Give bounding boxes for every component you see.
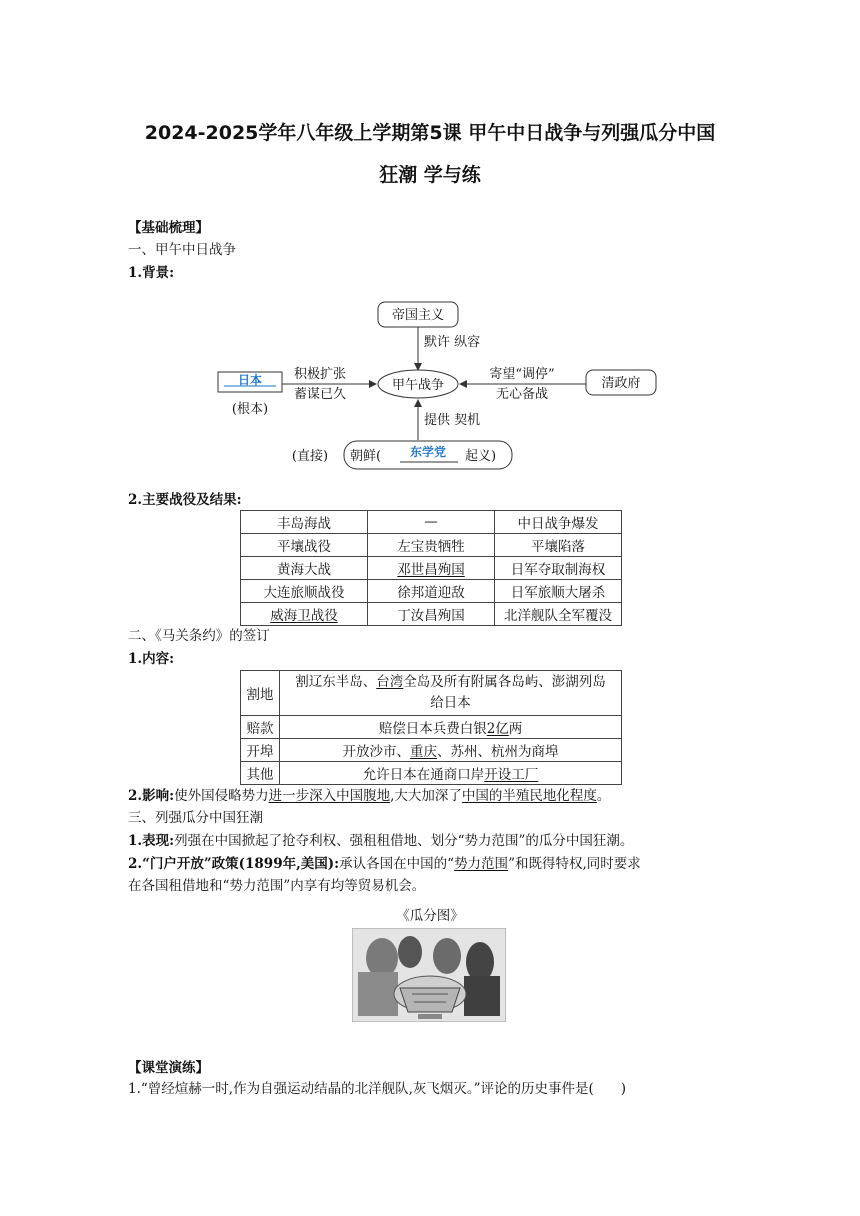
- battle-figure: —: [368, 511, 495, 534]
- treaty-port-label: 开埠: [241, 739, 280, 762]
- table-row: [241, 557, 622, 580]
- korea-note: (直接): [291, 449, 329, 464]
- japan-note: (根本): [231, 402, 269, 417]
- treaty-cut-label: 割地: [241, 671, 280, 716]
- battles-label: 2.主要战役及结果:: [128, 492, 242, 508]
- battle-figure: 左宝贵牺牲: [368, 534, 495, 557]
- battles-table: [240, 510, 622, 626]
- section-basic-heading: 【基础梳理】: [128, 220, 209, 236]
- open-door-policy-line2: 在各国租借地和“势力范围”内享有均等贸易机会。: [128, 878, 426, 894]
- battle-figure: 邓世昌殉国: [397, 562, 465, 578]
- battle-result: 北洋舰队全军覆没: [495, 603, 622, 626]
- table-row: [241, 534, 622, 557]
- imperialism-label: 帝国主义: [391, 308, 445, 323]
- table-row: [241, 671, 622, 716]
- treaty-port-cell: 开放沙市、重庆、苏州、杭州为商埠: [280, 739, 622, 762]
- korea-suffix: 起义): [465, 449, 497, 464]
- battle-name: 平壤战役: [241, 534, 368, 557]
- doc-title-line1: 2024-2025学年八年级上学期第5课 甲午中日战争与列强瓜分中国: [144, 122, 716, 144]
- doc-title-line2: 狂潮 学与练: [379, 164, 481, 186]
- treaty-pay-cell: 赔偿日本兵费白银2亿两: [280, 716, 622, 739]
- treaty-pay-label: 赔款: [241, 716, 280, 739]
- table-row: [241, 716, 622, 739]
- battle-result: 平壤陷落: [495, 534, 622, 557]
- korea-prefix: 朝鲜(: [350, 449, 382, 464]
- table-row: [241, 603, 622, 626]
- partition-manifestation: 1.表现:列强在中国掀起了抢夺利权、强租租借地、划分“势力范围”的瓜分中国狂潮。: [128, 833, 634, 849]
- background-label: 1.背景:: [128, 265, 175, 281]
- battle-figure: 徐邦道迎敌: [368, 580, 495, 603]
- treaty-other-cell: 允许日本在通商口岸开设工厂: [280, 762, 622, 785]
- sino-japanese-war-label: 甲午战争: [391, 378, 445, 393]
- part1-heading: 一、甲午中日战争: [128, 242, 236, 258]
- image-caption: 《瓜分图》: [396, 908, 464, 924]
- impact-line: 2.影响:使外国侵略势力进一步深入中国腹地,大大加深了中国的半殖民地化程度。: [128, 788, 611, 804]
- battle-figure: 丁汝昌殉国: [368, 603, 495, 626]
- battle-name: 黄海大战: [241, 557, 368, 580]
- table-row: [241, 511, 622, 534]
- battle-result: 中日战争爆发: [495, 511, 622, 534]
- top-arrow-label: 默许 纵容: [424, 335, 481, 350]
- treaty-other-label: 其他: [241, 762, 280, 785]
- qing-government-label: 清政府: [601, 376, 641, 391]
- open-door-policy: 2.“门户开放”政策(1899年,美国):承认各国在中国的“势力范围”和既得特权,同时要求: [128, 856, 641, 872]
- part2-heading: 二、《马关条约》的签订: [128, 628, 270, 644]
- tonghak-fill: 东学党: [409, 445, 447, 459]
- battle-result: 日军夺取制海权: [495, 557, 622, 580]
- section-practice-heading: 【课堂演练】: [128, 1060, 209, 1076]
- left-arrow-label-2: 蓄谋已久: [293, 387, 347, 402]
- table-row: [241, 580, 622, 603]
- left-arrow-label-1: 积极扩张: [293, 367, 347, 382]
- battle-result: 日军旅顺大屠杀: [495, 580, 622, 603]
- japan-label: 日本: [237, 373, 263, 387]
- treaty-table: [240, 670, 622, 785]
- table-row: [241, 762, 622, 785]
- treaty-content-label: 1.内容:: [128, 651, 175, 667]
- question-1: 1.“曾经煊赫一时,作为自强运动结晶的北洋舰队,灰飞烟灭。”评论的历史事件是( ): [128, 1081, 627, 1097]
- right-arrow-label-2: 无心备战: [495, 387, 549, 402]
- table-row: [241, 739, 622, 762]
- background-diagram: [210, 298, 660, 478]
- battle-name: 大连旅顺战役: [241, 580, 368, 603]
- treaty-cut-cell: 割辽东半岛、台湾全岛及所有附属各岛屿、澎湖列岛 给日本: [280, 671, 622, 716]
- partition-cartoon-image: [352, 928, 506, 1022]
- battle-name: 威海卫战役: [270, 608, 338, 624]
- battle-name: 丰岛海战: [241, 511, 368, 534]
- bottom-arrow-label: 提供 契机: [424, 413, 481, 428]
- right-arrow-label-1: 寄望“调停”: [489, 367, 555, 382]
- part3-heading: 三、列强瓜分中国狂潮: [128, 810, 263, 826]
